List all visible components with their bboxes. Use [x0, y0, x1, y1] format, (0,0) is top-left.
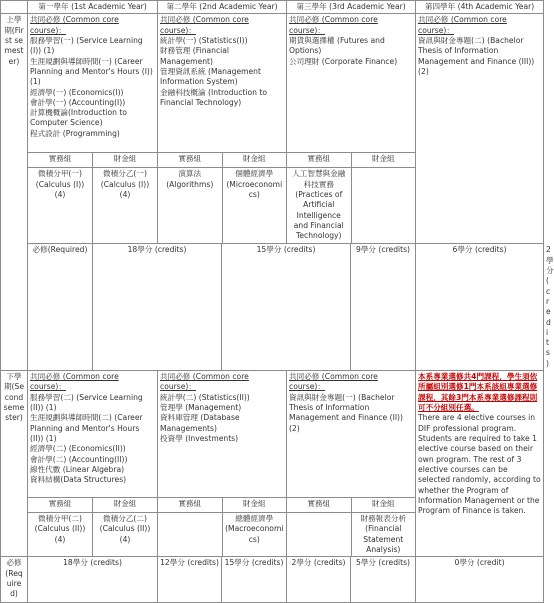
finance-label: 財金組 — [93, 153, 158, 168]
practice-label: 實務組 — [28, 153, 93, 168]
practice-label: 實務組 — [287, 153, 351, 168]
fall-y2-electives — [158, 153, 287, 244]
course: 經濟學(一) (Economics(I)) — [30, 87, 124, 97]
credits: 6學分 (credits) — [416, 244, 544, 371]
course: 財務管理 (Financial Management) — [160, 46, 230, 66]
fall-core-row — [1, 14, 544, 153]
second-semester-label: 下學期(Second semester) — [1, 371, 28, 557]
elective-course: 演算法 (Algorithms) — [158, 168, 222, 244]
credits: 18學分 (credits) — [28, 557, 158, 603]
spring-y2-core — [158, 371, 287, 498]
spring-y1-core — [28, 371, 158, 498]
required-label: 必修(Required) — [28, 244, 93, 371]
course: 資訊與財金專題(二) (Bachelor Thesis of Information Management and Finance (III)) (2) — [418, 35, 535, 76]
corner-cell — [1, 1, 28, 14]
elective-course: 微積分甲(一) (Calculus (I)) (4) — [28, 168, 93, 244]
spring-credits-row — [1, 557, 544, 603]
course: 期貨與選擇權 (Futures and Options) — [289, 35, 385, 56]
finance-label: 財金組 — [222, 153, 286, 168]
header-row — [1, 1, 544, 14]
course: 金融科技概論 (Introduction to Financial Technology) — [160, 87, 267, 107]
finance-label: 財金組 — [351, 498, 415, 513]
course: 投資學 (Investments) — [160, 433, 239, 443]
practice-label: 實務組 — [158, 498, 222, 513]
fall-y4-core — [416, 14, 544, 244]
elective-course: 財務報表分析 (Financial Statement Analysis) — [351, 513, 415, 557]
required-label: 必修(Required) — [1, 557, 28, 603]
course: 管理學 (Management) — [160, 403, 242, 412]
header-year-3: 第三學年 (3rd Academic Year) — [287, 1, 416, 14]
course: 公司理財 (Corporate Finance) — [289, 56, 398, 66]
course: 會計學(一) (Accounting(I)) — [30, 97, 126, 107]
spring-y2-electives — [158, 498, 287, 557]
course: 統計學(二) (Statistics(II)) — [160, 392, 250, 402]
fall-y3-electives — [287, 153, 416, 244]
credits: 15學分 (credits) — [222, 244, 351, 371]
elective-rule-zh: 本系專業選修共4門課程，學生須依所屬組別選修1門本系該組專業選修課程，其餘3門本系專業選修課程則可不分組別任選。 — [418, 372, 538, 412]
spring-y3-core — [287, 371, 416, 498]
fall-credits-row: 必修(Required) 18學分 (credits) 15學分 (credits) 9學分 (credits) 6學分 (credits) 2學分 (credits) — [1, 244, 544, 371]
course: 統計學(一) (Statistics(I)) — [160, 35, 248, 45]
fall-y3-core — [287, 14, 416, 153]
fall-y2-core — [158, 14, 287, 153]
header-year-2: 第二學年 (2nd Academic Year) — [158, 1, 287, 14]
credits: 5學分 (credits) — [351, 557, 416, 603]
spring-core-row — [1, 371, 544, 498]
core-heading: 共同必修 (Common core course)： — [418, 15, 507, 35]
course: 會計學(二) (Accounting(II)) — [30, 454, 128, 464]
course: 線性代數 (Linear Algebra) — [30, 464, 125, 474]
elective-course — [287, 513, 351, 557]
elective-course: 微積分乙(一) (Calculus (I)) (4) — [93, 168, 158, 244]
course: 管理資訊系統 (Management Information System) — [160, 66, 261, 87]
core-heading: 共同必修 (Common core course)： — [30, 372, 119, 392]
fall-y1-electives — [28, 153, 158, 244]
credits: 2學分 (credits) — [287, 557, 351, 603]
practice-label: 實務組 — [28, 498, 93, 513]
core-heading: 共同必修 (Common core course)： — [30, 15, 119, 35]
elective-course: 微積分甲(二) (Calculus (II)) (4) — [28, 513, 93, 557]
elective-course: 個體經濟學 (Microeconomics) — [222, 168, 286, 244]
core-heading: 共同必修 (Common core course)： — [289, 15, 378, 35]
credits: 12學分 (credits) — [158, 557, 222, 603]
credits: 18學分 (credits) — [93, 244, 222, 371]
header-year-1: 第一學年 (1st Academic Year) — [28, 1, 158, 14]
practice-label: 實務組 — [287, 498, 351, 513]
course: 生涯規劃與導師時間(二) (Career Planning and Mentor's Hours (II)) (1) — [30, 413, 143, 443]
fall-y1-core — [28, 14, 158, 153]
credits: 0學分 (credit) — [416, 557, 544, 603]
finance-label: 財金組 — [222, 498, 286, 513]
elective-course: 人工智慧與金融科技實務 (Practices of Artificial Intelligence and Financial Technology) — [287, 168, 351, 244]
spring-y1-electives — [28, 498, 158, 557]
course: 服務學習(二) (Service Learning (II)) (1) — [30, 392, 143, 412]
course: 經濟學(二) (Economics(II)) — [30, 444, 126, 454]
course: 生涯規劃與導師時間(一) (Career Planning and Mentor's Hours (I)) (1) — [30, 56, 153, 87]
spring-y3-electives — [287, 498, 416, 557]
header-year-4: 第四學年 (4th Academic Year) — [416, 1, 544, 14]
course: 計算機概論(Introduction to Computer Science) — [30, 108, 127, 128]
practice-label: 實務組 — [158, 153, 222, 168]
credits: 15學分 (credits) — [222, 557, 287, 603]
core-heading: 共同必修 (Common core course)： — [289, 372, 378, 392]
course: 資訊與財金專題(一) (Bachelor Thesis of Information Management and Finance (II)) (2) — [289, 392, 403, 433]
elective-course: 微積分乙(二) (Calculus (II)) (4) — [93, 513, 158, 557]
credits: 9學分 (credits) — [351, 244, 416, 371]
spring-y4-note — [416, 371, 544, 557]
core-heading: 共同必修 (Common core course)： — [160, 372, 249, 392]
finance-label: 財金組 — [93, 498, 158, 513]
elective-course — [351, 168, 415, 244]
course: 服務學習(一) (Service Learning (I)) (1) — [30, 35, 143, 56]
elective-course — [158, 513, 222, 557]
course: 資料結構(Data Structures) — [30, 475, 127, 485]
core-heading: 共同必修 (Common core course)： — [160, 15, 249, 35]
course: 資料庫管理 (Database Managements) — [160, 413, 240, 433]
elective-rule-en: There are 4 elective courses in DIF professional program. Students are required to take 1 elective course based on their own program. The rest of 3 elective courses can be selected randomly, according to whether the Program of Information Management or the Program of Finance is taken. — [418, 413, 541, 516]
elective-course: 總體經濟學 (Macroeconomics) — [222, 513, 286, 557]
course: 程式設計 (Programming) — [30, 128, 120, 138]
finance-label: 財金組 — [351, 153, 415, 168]
first-semester-label: 上學期(First semester) — [1, 14, 28, 371]
